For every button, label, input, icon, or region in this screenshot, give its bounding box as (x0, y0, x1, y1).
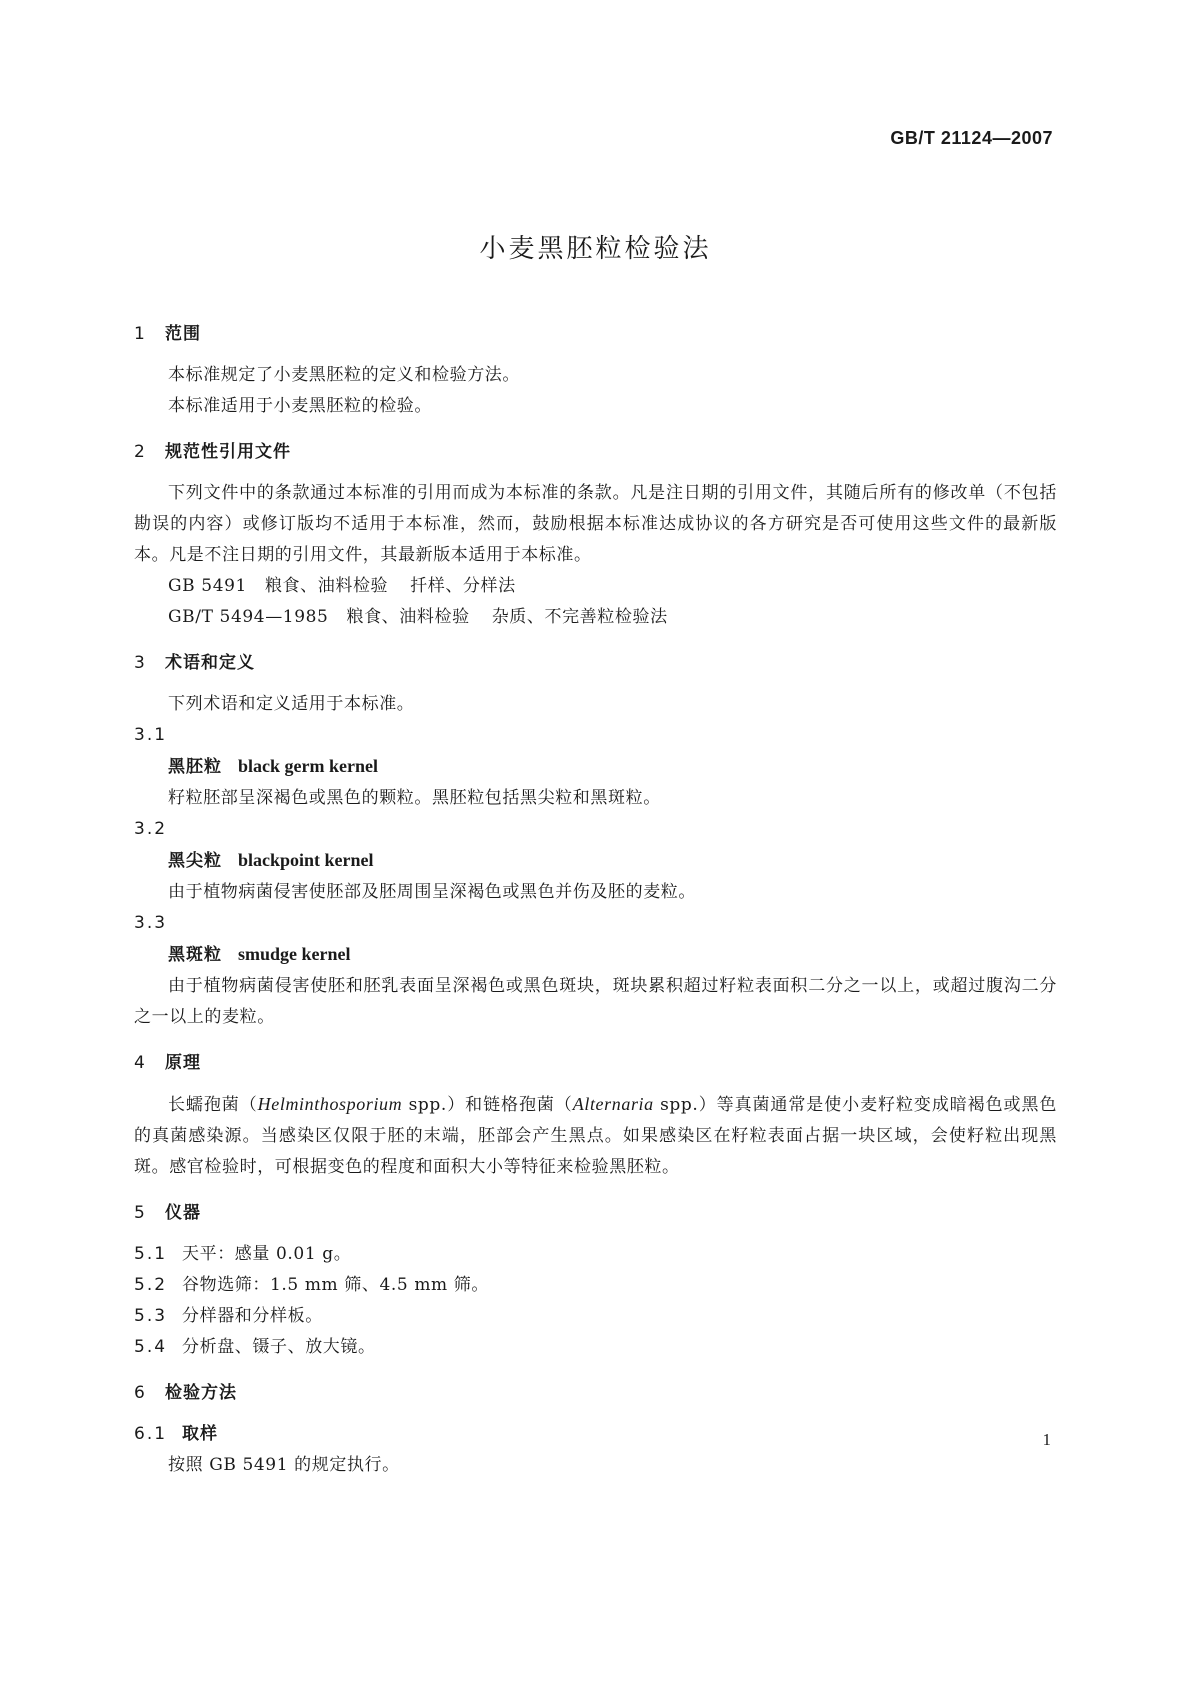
paragraph: 下列术语和定义适用于本标准。 (168, 694, 415, 714)
paragraph: 本标准规定了小麦黑胚粒的定义和检验方法。 (168, 365, 520, 385)
section-3-heading (134, 651, 1057, 675)
section-number: 1 (134, 324, 146, 344)
item-text: 谷物选筛：1.5 mm 筛、4.5 mm 筛。 (182, 1275, 489, 1295)
section-number: 2 (134, 442, 146, 462)
reference-title-part1: 粮食、油料检验 (346, 607, 470, 627)
reference-title-part1: 粮食、油料检验 (264, 576, 389, 596)
section-number: 4 (134, 1053, 146, 1073)
item-number: 5.3 (134, 1306, 168, 1326)
latin-name: Helminthosporium (257, 1094, 403, 1114)
term-number: 3.2 (134, 819, 168, 839)
text-run: 长蠕孢菌（ (168, 1095, 258, 1115)
section-title: 范围 (165, 324, 201, 344)
paragraph: 本标准适用于小麦黑胚粒的检验。 (168, 396, 432, 416)
list-item (134, 1270, 1057, 1301)
section-number: 5 (134, 1203, 146, 1223)
section-title: 规范性引用文件 (165, 442, 291, 462)
paragraph: 按照 GB 5491 的规定执行。 (168, 1455, 400, 1475)
section-4-heading (134, 1051, 1057, 1075)
term-en: blackpoint kernel (238, 850, 374, 870)
term-en: black germ kernel (238, 756, 378, 776)
term-definition: 由于植物病菌侵害使胚部及胚周围呈深褐色或黑色并伤及胚的麦粒。 (168, 882, 696, 902)
term-zh: 黑尖粒 (168, 851, 222, 871)
standard-number: GB/T 21124—2007 (890, 128, 1053, 148)
principle-paragraph (134, 1089, 1057, 1183)
term-definition: 由于植物病菌侵害使胚和胚乳表面呈深褐色或黑色斑块，斑块累积超过籽粒表面积二分之一以上，或超过腹沟二分之一以上的麦粒。 (134, 976, 1057, 1027)
section-number: 3 (134, 653, 146, 673)
text-run: spp.）和链格孢菌（ (402, 1095, 573, 1115)
term-number: 3.3 (134, 913, 168, 933)
list-item (134, 1301, 1057, 1332)
list-item (134, 1332, 1057, 1363)
term-number: 3.1 (134, 725, 168, 745)
reference-item (134, 571, 1057, 602)
reference-item (134, 602, 1057, 633)
term-heading (134, 751, 1057, 783)
subsection-title: 取样 (182, 1424, 218, 1444)
section-6-heading (134, 1381, 1057, 1405)
text-run: spp.）等真菌通常是使小麦籽粒变成暗褐色或黑色的真菌感染源。当感染区仅限于胚的末端，胚部会产生黑点。如果感染区在籽粒表面占据一块区域，会使籽粒出现黑斑。感官检验时，可根据变色的程度和面积大小等特征来检验黑胚粒。 (134, 1095, 1058, 1177)
latin-name: Alternaria (572, 1094, 654, 1114)
term-heading (134, 939, 1057, 971)
section-title: 检验方法 (165, 1383, 237, 1403)
section-title: 术语和定义 (165, 653, 255, 673)
term-heading (134, 845, 1057, 877)
item-text: 分析盘、镊子、放大镜。 (182, 1337, 376, 1357)
reference-title-part2: 杂质、不完善粒检验法 (491, 607, 668, 627)
section-title: 仪器 (165, 1203, 201, 1223)
term-zh: 黑斑粒 (168, 945, 222, 965)
term-zh: 黑胚粒 (168, 757, 222, 777)
item-number: 5.2 (134, 1275, 168, 1295)
item-text: 分样器和分样板。 (182, 1306, 323, 1326)
section-title: 原理 (165, 1053, 201, 1073)
reference-code: GB 5491 (168, 576, 247, 596)
term-en: smudge kernel (238, 944, 351, 964)
term-definition: 籽粒胚部呈深褐色或黑色的颗粒。黑胚粒包括黑尖粒和黑斑粒。 (168, 788, 661, 808)
reference-title-part2: 扦样、分样法 (410, 576, 516, 596)
item-number: 5.4 (134, 1337, 168, 1357)
subsection-heading (134, 1419, 1057, 1450)
paragraph: 下列文件中的条款通过本标准的引用而成为本标准的条款。凡是注日期的引用文件，其随后所有的修改单（不包括勘误的内容）或修订版均不适用于本标准，然而，鼓励根据本标准达成协议的各方研究是否可使用这些文件的最新版本。凡是不注日期的引用文件，其最新版本适用于本标准。 (134, 483, 1057, 565)
list-item (134, 1239, 1057, 1270)
section-2-heading (134, 440, 1057, 464)
section-1-heading (134, 322, 1057, 346)
section-5-heading (134, 1201, 1057, 1225)
item-number: 5.1 (134, 1244, 168, 1264)
document-body (134, 322, 1057, 1481)
reference-code: GB/T 5494—1985 (168, 607, 329, 627)
section-number: 6 (134, 1383, 146, 1403)
page-number: 1 (1042, 1430, 1051, 1449)
subsection-number: 6.1 (134, 1424, 168, 1444)
page-title: 小麦黑胚粒检验法 (479, 234, 712, 264)
item-text: 天平：感量 0.01 g。 (182, 1244, 352, 1264)
